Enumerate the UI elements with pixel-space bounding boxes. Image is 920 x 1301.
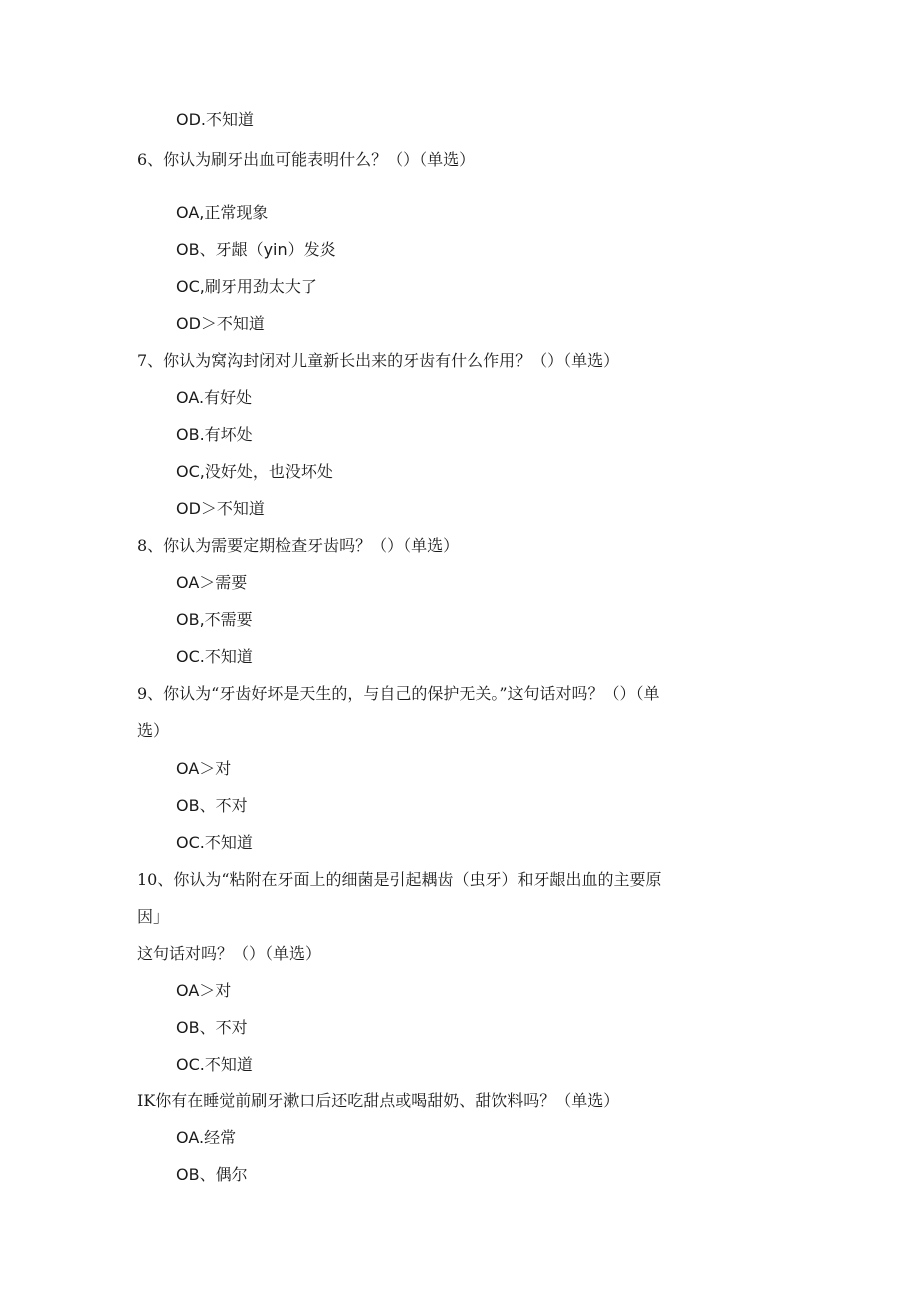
question-9-continued: 选） (137, 721, 170, 740)
question-7: 7、你认为窝沟封闭对儿童新长出来的牙齿有什么作用？（）（单选） (137, 351, 620, 370)
question-11: IK你有在睡觉前刷牙漱口后还吃甜点或喝甜奶、甜饮料吗？（单选） (137, 1091, 620, 1110)
option-10b: OB、不对 (176, 1018, 248, 1037)
option-10a: OA＞对 (176, 981, 232, 1000)
option-9c: OC.不知道 (176, 833, 253, 852)
option-8c: OC.不知道 (176, 647, 253, 666)
question-10-continued-2: 这句话对吗？（）（单选） (137, 944, 322, 963)
option-6c: OC,刷牙用劲太大了 (176, 277, 317, 296)
option-6b: OB、牙龈（yin）发炎 (176, 240, 336, 259)
option-9a: OA＞对 (176, 759, 232, 778)
option-6d: OD＞不知道 (176, 314, 265, 333)
option-8a: OA＞需要 (176, 573, 248, 592)
option-7a: OA.有好处 (176, 388, 253, 407)
option-9b: OB、不对 (176, 796, 248, 815)
question-10: 10、你认为“粘附在牙面上的细菌是引起耦齿（虫牙）和牙龈出血的主要原 (137, 870, 662, 889)
option-8b: OB,不需要 (176, 610, 253, 629)
option-7b: OB.有坏处 (176, 425, 253, 444)
question-10-continued: 因」 (137, 907, 170, 926)
option-7d: OD＞不知道 (176, 499, 265, 518)
option-11a: OA.经常 (176, 1128, 237, 1147)
question-9: 9、你认为“牙齿好坏是天生的，与自己的保护无关。”这句话对吗？（）（单 (137, 684, 660, 703)
question-6: 6、你认为刷牙出血可能表明什么？（）（单选） (137, 150, 476, 169)
option-5d: OD.不知道 (176, 110, 255, 129)
option-10c: OC.不知道 (176, 1055, 253, 1074)
question-8: 8、你认为需要定期检查牙齿吗？（）（单选） (137, 536, 460, 555)
option-7c: OC,没好处，也没坏处 (176, 462, 333, 481)
option-6a: OA,正常现象 (176, 203, 269, 222)
option-11b: OB、偶尔 (176, 1165, 248, 1184)
